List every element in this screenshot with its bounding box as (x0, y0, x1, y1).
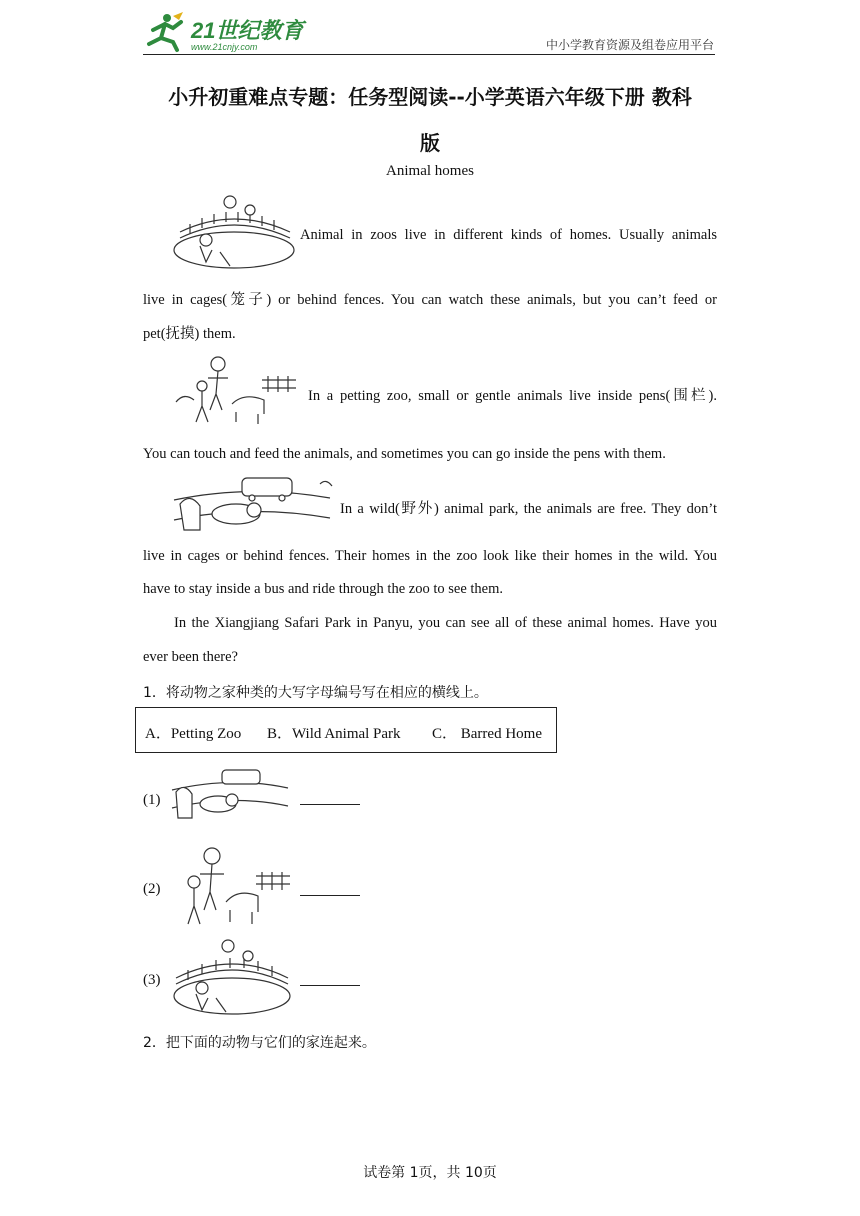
passage-subtitle: Animal homes (386, 163, 474, 179)
paragraph-2-line-2: You can touch and feed the animals, and sometimes you can go inside the pens with them. (143, 446, 666, 462)
option-b: B．Wild Animal Park (267, 726, 401, 742)
item-3-barred-home-image (168, 936, 294, 1018)
options-box (135, 707, 557, 753)
item-1-label: (1) (143, 792, 161, 808)
paragraph-3-line-3: have to stay inside a bus and ride through the zoo to see them. (143, 581, 503, 597)
item-2-petting-zoo-image (168, 844, 292, 932)
item-1-wild-park-image (168, 762, 292, 828)
answer-blank-3[interactable] (300, 985, 360, 986)
item-3-label: (3) (143, 972, 161, 988)
wild-park-illustration (170, 470, 338, 540)
document-title (143, 74, 717, 166)
option-a: A．Petting Zoo (145, 726, 242, 742)
petting-zoo-illustration (172, 352, 300, 430)
option-c: C． Barred Home (432, 726, 542, 742)
svg-text:21世纪教育: 21世纪教育 (191, 18, 304, 43)
paragraph-1-line-1: Animal in zoos live in different kinds of homes. Usually animals (300, 227, 717, 243)
header-divider (143, 54, 715, 55)
question-2-prompt: 2．把下面的动物与它们的家连起来。 (143, 1035, 376, 1051)
paragraph-1-line-3: pet(抚摸) them. (143, 326, 236, 342)
platform-name: 中小学教育资源及组卷应用平台 (545, 38, 714, 52)
runner-icon (149, 12, 183, 50)
title-line-2: 版 (420, 131, 440, 155)
page-footer: 试卷第 1页，共 10页 (363, 1165, 497, 1181)
site-logo (143, 10, 313, 54)
title-line-1: 小升初重难点专题：任务型阅读--小学英语六年级下册 教科 (168, 85, 692, 109)
paragraph-3-line-1: In a wild(野外) animal park, the animals are free. They don’t (340, 501, 717, 517)
answer-blank-1[interactable] (300, 804, 360, 805)
paragraph-2-line-1: In a petting zoo, small or gentle animals live inside pens(围栏). (308, 388, 717, 404)
paragraph-1-line-2: live in cages(笼子) or behind fences. You can watch these animals, but you can’t feed or (143, 292, 717, 308)
paragraph-3-line-2: live in cages or behind fences. Their homes in the zoo look like their homes in the wild. You (143, 548, 717, 564)
paragraph-4-line-1: In the Xiangjiang Safari Park in Panyu, you can see all of these animal homes. Have you (174, 615, 717, 631)
item-2-label: (2) (143, 881, 161, 897)
barred-zoo-illustration (170, 192, 298, 272)
question-1-prompt: 1．将动物之家种类的大写字母编号写在相应的横线上。 (143, 685, 488, 701)
svg-text:www.21cnjy.com: www.21cnjy.com (191, 42, 258, 52)
answer-blank-2[interactable] (300, 895, 360, 896)
paragraph-4-line-2: ever been there? (143, 649, 238, 665)
